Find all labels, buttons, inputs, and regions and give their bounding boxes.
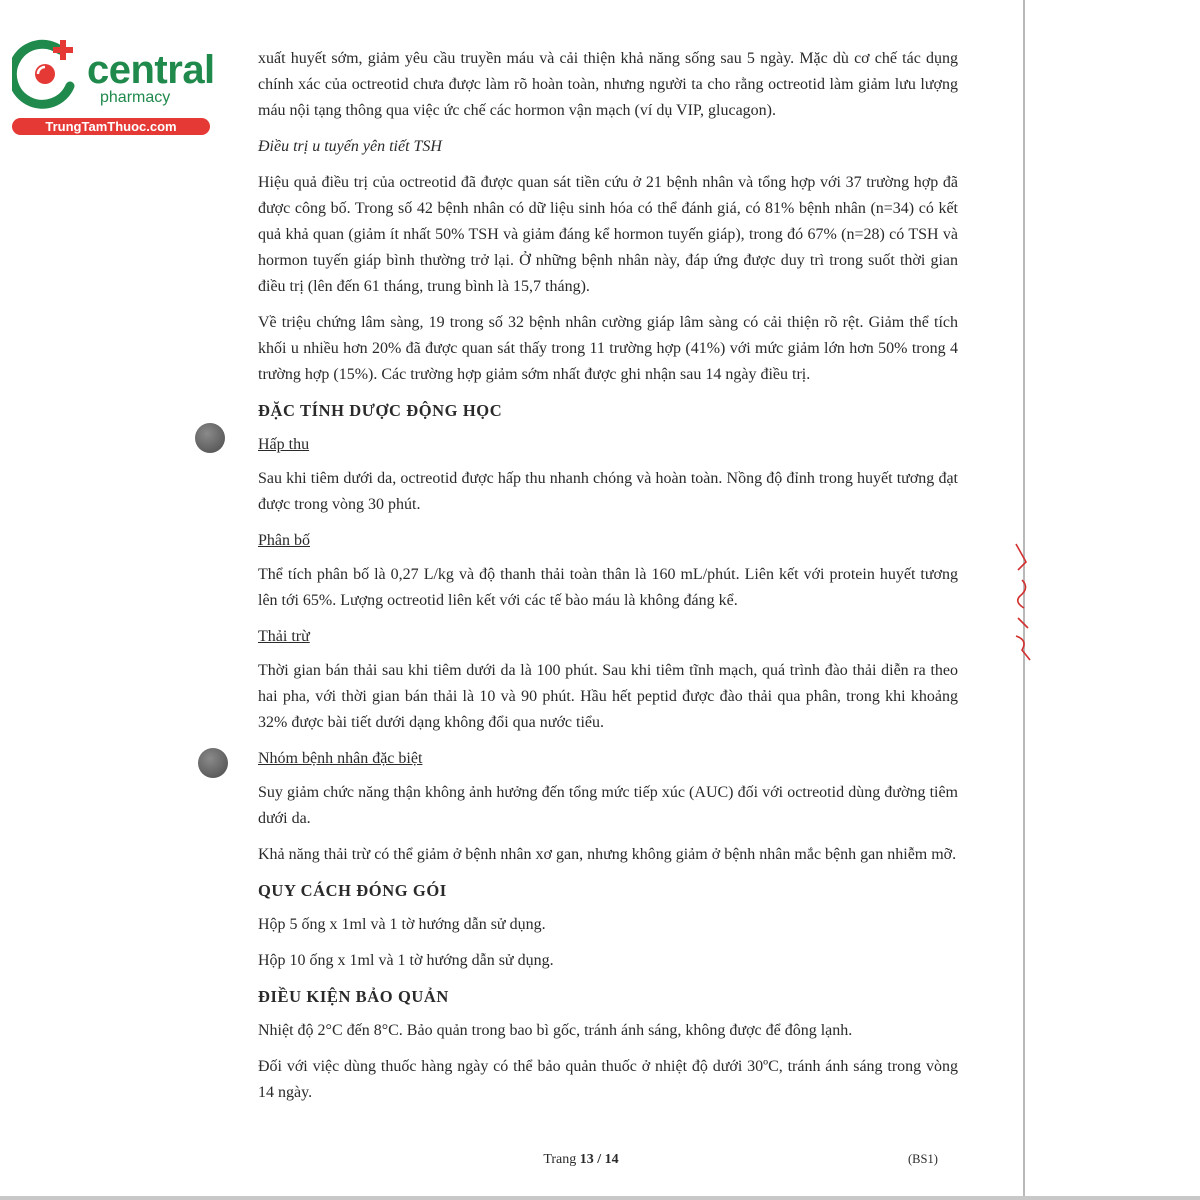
- paragraph-intro: xuất huyết sớm, giảm yêu cầu truyền máu và cải thiện khả năng sống sau 5 ngày. Mặc dù cơ chế tác dụng chính xác của octreotid chưa được làm rõ hoàn toàn, nhưng người ta cho rằng octreotid làm giảm lưu lượng máu nội tạng thông qua việc ức chế các hormon vận mạch (ví dụ VIP, glucagon).: [258, 50, 958, 119]
- paragraph-pack-10: Hộp 10 ống x 1ml và 1 tờ hướng dẫn sử dụng.: [258, 952, 554, 969]
- paragraph-distribution: Thể tích phân bố là 0,27 L/kg và độ thanh thải toàn thân là 160 mL/phút. Liên kết với protein huyết tương lên tới 65%. Lượng octreotid liên kết với các tế bào máu là không đáng kể.: [258, 566, 958, 609]
- heading-packaging: QUY CÁCH ĐÓNG GÓI: [258, 881, 447, 900]
- paragraph-renal: Suy giảm chức năng thận không ảnh hưởng đến tổng mức tiếp xúc (AUC) đối với octreotid dùng đường tiêm dưới da.: [258, 784, 958, 827]
- section-title-tsh: Điều trị u tuyến yên tiết TSH: [258, 138, 442, 155]
- subheading-absorption: Hấp thu: [258, 436, 310, 453]
- paragraph-tsh-clinical: Về triệu chứng lâm sàng, 19 trong số 32 bệnh nhân cường giáp lâm sàng có cải thiện rõ rệt. Giảm thể tích khối u nhiều hơn 20% đã được quan sát thấy trong 11 trường hợp (41%) với mức giảm lớn hơn 50% trong 4 trường hợp (15%). Các trường hợp giảm sớm nhất được ghi nhận sau 14 ngày điều trị.: [258, 314, 958, 383]
- paragraph-absorption: Sau khi tiêm dưới da, octreotid được hấp thu nhanh chóng và hoàn toàn. Nồng độ đỉnh trong huyết tương đạt được trong vòng 30 phút.: [258, 470, 958, 513]
- page-prefix: Trang: [543, 1152, 577, 1167]
- central-logo-icon: [12, 36, 82, 116]
- paragraph-hepatic: Khả năng thải trừ có thể giảm ở bệnh nhân xơ gan, nhưng không giảm ở bệnh nhân mắc bệnh gan nhiễm mỡ.: [258, 846, 957, 863]
- logo-website-link[interactable]: TrungTamThuoc.com: [12, 118, 210, 135]
- binder-hole-top: [195, 423, 225, 453]
- page-number: [0, 1152, 1162, 1168]
- subheading-elimination: Thải trừ: [258, 628, 310, 645]
- subheading-distribution: Phân bố: [258, 532, 310, 549]
- paragraph-tsh-efficacy: Hiệu quả điều trị của octreotid đã được quan sát tiền cứu ở 21 bệnh nhân và tổng hợp với 37 trường hợp đã được công bố. Trong số 42 bệnh nhân có dữ liệu sinh hóa có thể đánh giá, có 81% bệnh nhân (n=34) có kết quả khả quan (giảm ít nhất 50% TSH và giảm đáng kể hormon tuyến giáp), trong đó 67% (n=28) có TSH và hormon tuyến giáp bình thường trở lại. Ở những bệnh nhân này, đáp ứng được duy trì trong suốt thời gian điều trị (lên đến 61 tháng, trung bình là 15,7 tháng).: [258, 174, 958, 295]
- central-pharmacy-logo[interactable]: [12, 36, 215, 136]
- document-code: (BS1): [908, 1152, 938, 1166]
- subheading-special-populations: Nhóm bệnh nhân đặc biệt: [258, 750, 423, 767]
- page-count: 13 / 14: [579, 1152, 619, 1167]
- binder-hole-bottom: [198, 748, 228, 778]
- heading-pharmacokinetics: ĐẶC TÍNH DƯỢC ĐỘNG HỌC: [258, 401, 503, 420]
- heading-storage: ĐIỀU KIỆN BẢO QUẢN: [258, 987, 449, 1006]
- handwritten-signature-mark: [1008, 540, 1038, 670]
- scan-bottom-edge: [0, 1196, 1200, 1200]
- logo-subtitle: pharmacy: [100, 89, 171, 106]
- paragraph-storage-temp: Nhiệt độ 2°C đến 8°C. Bảo quản trong bao bì gốc, tránh ánh sáng, không được để đông lạnh.: [258, 1022, 853, 1039]
- paragraph-elimination: Thời gian bán thải sau khi tiêm dưới da là 100 phút. Sau khi tiêm tĩnh mạch, quá trình đào thải diễn ra theo hai pha, với thời gian bán thải là 10 và 90 phút. Hầu hết peptid được đào thải qua phân, trong khi khoảng 32% được bài tiết dưới dạng không đổi qua nước tiểu.: [258, 662, 958, 731]
- paragraph-storage-daily: Đối với việc dùng thuốc hàng ngày có thể bảo quản thuốc ở nhiệt độ dưới 30ºC, tránh ánh sáng trong vòng 14 ngày.: [258, 1058, 958, 1101]
- logo-wordmark: central: [87, 48, 215, 92]
- document-body: [258, 46, 958, 1116]
- paragraph-pack-5: Hộp 5 ống x 1ml và 1 tờ hướng dẫn sử dụng.: [258, 916, 546, 933]
